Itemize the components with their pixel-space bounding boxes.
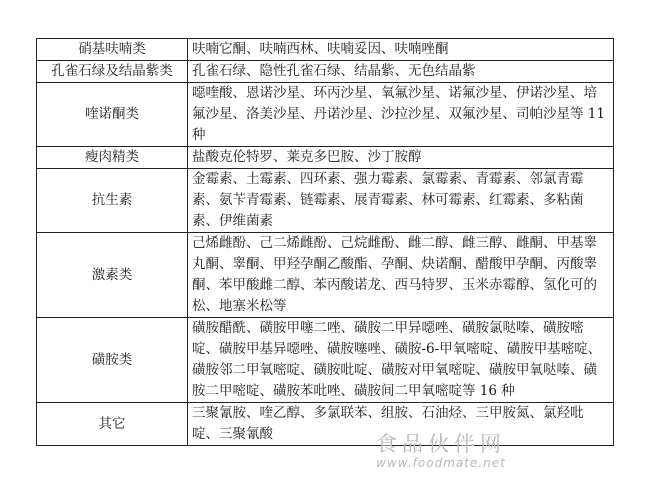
items-cell: 三聚氰胺、喹乙醇、多氯联苯、组胺、石油烃、三甲胺氮、氯羟吡啶、三聚氰酸 xyxy=(188,403,614,446)
category-cell: 磺胺类 xyxy=(37,318,188,403)
table-row xyxy=(37,403,614,446)
table-row xyxy=(37,318,614,403)
table-row xyxy=(37,61,614,83)
table-row xyxy=(37,233,614,318)
table-row xyxy=(37,169,614,233)
items-cell: 噁喹酸、恩诺沙星、环丙沙星、氧氟沙星、诺氟沙星、伊诺沙星、培氟沙星、洛美沙星、丹诺沙星、沙拉沙星、双氟沙星、司帕沙星等 11 种 xyxy=(188,83,614,147)
category-cell: 激素类 xyxy=(37,233,188,318)
table-row xyxy=(37,147,614,169)
items-cell: 呋喃它酮、呋喃西林、呋喃妥因、呋喃唑酮 xyxy=(188,39,614,61)
watermark-name: 食品伙伴网 xyxy=(376,432,506,456)
category-cell: 其它 xyxy=(37,403,188,446)
items-cell: 盐酸克伦特罗、莱克多巴胺、沙丁胺醇 xyxy=(188,147,614,169)
residue-table xyxy=(36,38,614,446)
items-cell: 孔雀石绿、隐性孔雀石绿、结晶紫、无色结晶紫 xyxy=(188,61,614,83)
category-cell: 孔雀石绿及结晶紫类 xyxy=(37,61,188,83)
category-cell: 瘦肉精类 xyxy=(37,147,188,169)
category-cell: 硝基呋喃类 xyxy=(37,39,188,61)
table-row xyxy=(37,39,614,61)
category-cell: 抗生素 xyxy=(37,169,188,233)
items-cell: 金霉素、土霉素、四环素、强力霉素、氯霉素、青霉素、邻氯青霉素、氨苄青霉素、链霉素、展青霉素、林可霉素、红霉素、多粘菌素、伊维菌素 xyxy=(188,169,614,233)
category-cell: 喹诺酮类 xyxy=(37,83,188,147)
items-cell: 己烯雌酚、己二烯雌酚、己烷雌酚、雌二醇、雌三醇、雌酮、甲基睾丸酮、睾酮、甲羟孕酮乙酸酯、孕酮、炔诺酮、醋酸甲孕酮、丙酸睾酮、苯甲酸雌二醇、苯丙酸诺龙、西马特罗、玉米赤霉醇、氢化可的松、地塞米松等 xyxy=(188,233,614,318)
items-cell: 磺胺醋酰、磺胺甲噻二唑、磺胺二甲异噁唑、磺胺氯哒嗪、磺胺嘧啶、磺胺甲基异噁唑、磺胺噻唑、磺胺-6-甲氧嘧啶、磺胺甲基嘧啶、磺胺邻二甲氧嘧啶、磺胺吡啶、磺胺对甲氧嘧啶、磺胺甲氧哒嗪、磺胺二甲嘧啶、磺胺苯吡唑、磺胺间二甲氧嘧啶等 16 种 xyxy=(188,318,614,403)
table-row xyxy=(37,83,614,147)
watermark-url: www.foodmate.net xyxy=(376,456,506,470)
